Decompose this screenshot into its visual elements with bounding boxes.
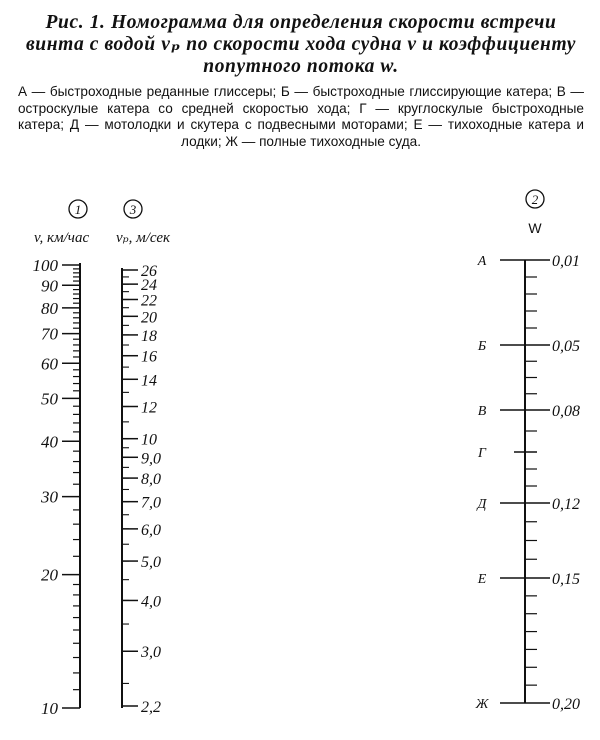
scale1-tick-label: 20 xyxy=(41,565,58,585)
scale1-tick-label: 50 xyxy=(41,389,58,409)
scale3-tick-label: 3,0 xyxy=(141,644,161,662)
scale3-tick-label: 2,2 xyxy=(141,699,161,716)
figure-title: Рис. 1. Номограмма для определения скорости встречи винта с водой vₚ по скорости хода судна v и коэффициенту попутного потока w. xyxy=(26,12,576,77)
scale3-number: 3 xyxy=(129,202,137,217)
scale3-tick-label: 7,0 xyxy=(141,494,161,512)
scale3-tick-label: 26 xyxy=(141,263,157,280)
scale2-ticks xyxy=(475,253,580,713)
scale3-tick-label: 20 xyxy=(141,309,157,327)
scale3-tick-label: 24 xyxy=(141,277,157,295)
scale3-label: vₚ, м/сек xyxy=(116,230,171,246)
scale2-tick-label: 0,05 xyxy=(552,338,580,355)
scale3-tick-label: 22 xyxy=(141,292,157,310)
scale1-tick-label: 90 xyxy=(41,276,58,296)
scale3-tick-label: 12 xyxy=(141,399,157,417)
scale1-tick-label: 60 xyxy=(41,354,58,374)
scale1-label: v, км/час xyxy=(34,230,90,246)
scale3-tick-label: 5,0 xyxy=(141,554,161,572)
scale1-tick-label: 40 xyxy=(41,432,58,452)
scale3-tick-label: 8,0 xyxy=(141,471,161,489)
scale2-category-letter: Д xyxy=(477,497,487,512)
scale2-category-letter: А xyxy=(477,254,487,269)
scale2-number: 2 xyxy=(531,192,539,207)
scale2-category-letter: В xyxy=(477,404,487,419)
scale3-tick-label: 10 xyxy=(141,431,157,449)
scale2-tick-label: 0,08 xyxy=(552,403,580,420)
scale3-tick-label: 9,0 xyxy=(141,450,161,468)
scale3-tick-label: 18 xyxy=(141,327,157,345)
scale2-category-letter: Г xyxy=(478,446,486,461)
scale1-number: 1 xyxy=(74,202,82,217)
scale2-category-letter: Ж xyxy=(475,697,489,712)
scale2-label: W xyxy=(528,220,542,236)
scale2-tick-label: 0,20 xyxy=(552,696,580,713)
scale1-tick-label: 80 xyxy=(41,298,58,318)
scale1-tick-label: 100 xyxy=(32,256,58,275)
scale1-ticks xyxy=(33,256,81,718)
scale3-ticks xyxy=(122,263,161,716)
scale2-tick-label: 0,01 xyxy=(552,253,580,270)
scale3-tick-label: 14 xyxy=(141,372,157,390)
scale2-category-letter: Б xyxy=(477,339,487,354)
scale2-category-letter: Е xyxy=(477,572,487,587)
scale2-tick-label: 0,15 xyxy=(552,571,580,588)
scale2-tick-label: 0,12 xyxy=(552,496,580,513)
figure-legend: А — быстроходные реданные глиссеры; Б — быстроходные глиссирующие катера; В — остроскулые катера со средней скоростью хода; Г — круглоскулые быстроходные катера; Д — мотолодки и скутера с подвесными моторами; Е — тихоходные катера и лодки; Ж — полные тихоходные суда. xyxy=(18,84,584,149)
scale1-tick-label: 70 xyxy=(41,324,58,344)
scale3-tick-label: 4,0 xyxy=(141,593,161,611)
scale1-tick-label: 30 xyxy=(41,487,58,507)
scale3-tick-label: 16 xyxy=(141,348,157,366)
scale3-tick-label: 6,0 xyxy=(141,521,161,539)
scale1-tick-label: 10 xyxy=(41,699,58,718)
